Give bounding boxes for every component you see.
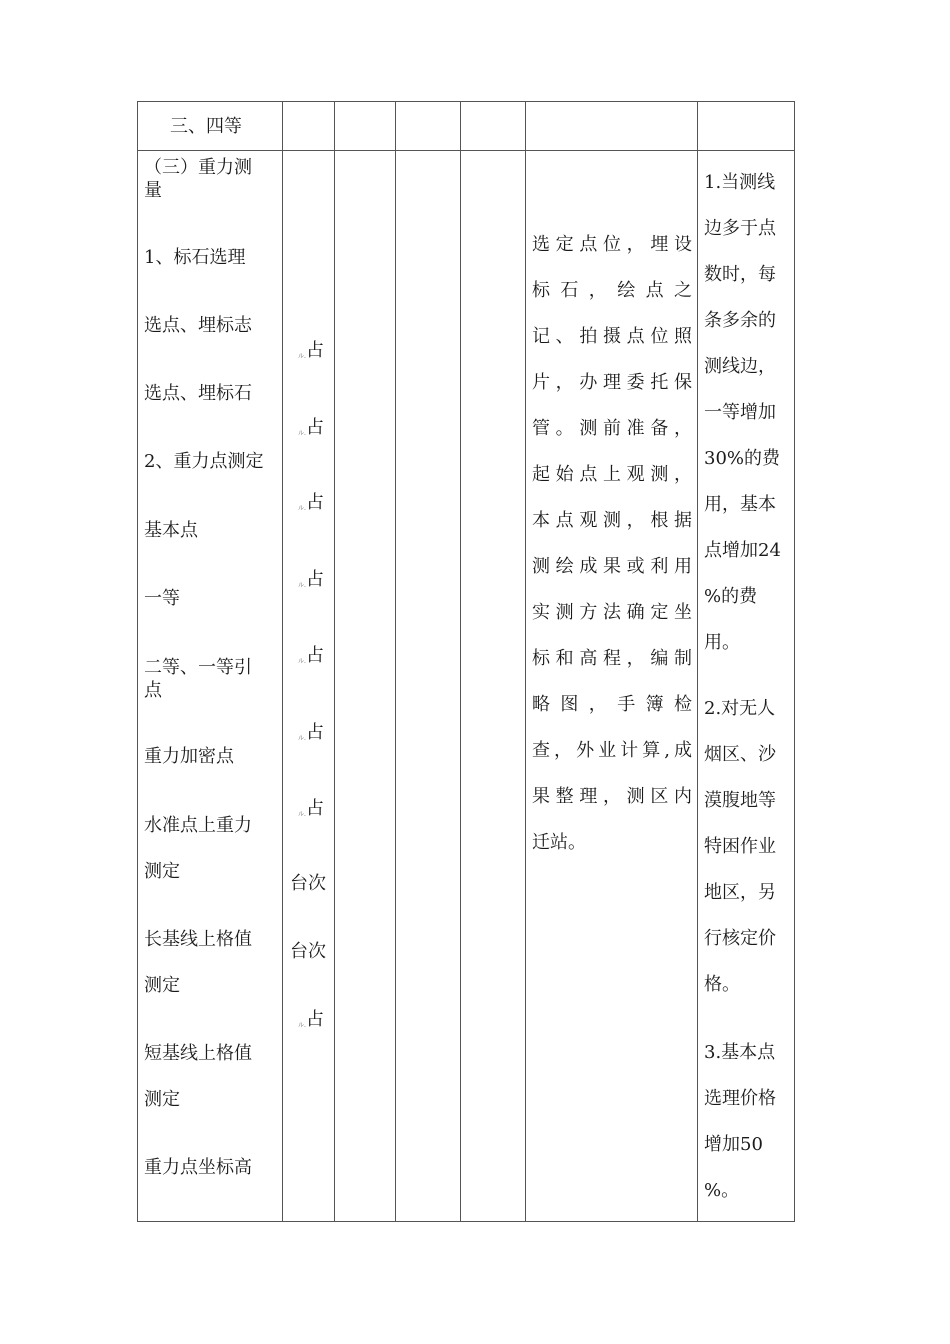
column-divider xyxy=(460,102,461,1221)
unit-label xyxy=(298,417,324,439)
note-block xyxy=(704,1030,796,1214)
row-divider xyxy=(138,150,794,151)
unit-label xyxy=(298,1009,324,1031)
unit-text: 占 xyxy=(306,569,324,590)
note-line: 格。 xyxy=(704,974,740,995)
work-content-line: 查，外业计算,成 xyxy=(532,740,692,761)
unit-label xyxy=(290,873,326,895)
item-label: 测定 xyxy=(144,975,180,996)
price-table xyxy=(137,101,795,1222)
item-label: 短基线上格值 xyxy=(144,1043,252,1064)
item-label: 水准点上重力 xyxy=(144,815,252,836)
item-label: 测定 xyxy=(144,1089,180,1110)
unit-text: 占 xyxy=(306,492,324,513)
work-content-line: 选定点位，埋设 xyxy=(532,234,692,255)
unit-mark: ル. xyxy=(298,582,306,589)
item-label: 基本点 xyxy=(144,520,198,541)
unit-mark: ル. xyxy=(298,353,306,360)
item-label: 选点、埋标志 xyxy=(144,315,252,336)
item-label: 选点、埋标石 xyxy=(144,383,252,404)
unit-label xyxy=(298,569,324,591)
note-block xyxy=(704,160,796,666)
unit-mark: ル. xyxy=(298,811,306,818)
work-content-line: 记、拍摄点位照 xyxy=(532,326,692,347)
note-line: %。 xyxy=(704,1180,740,1201)
unit-mark: ル. xyxy=(298,1022,306,1029)
unit-text: 占 xyxy=(306,645,324,666)
note-line: 点增加24 xyxy=(704,540,781,561)
unit-text: 台次 xyxy=(290,873,326,894)
column-divider xyxy=(525,102,526,1221)
work-content-line: 管。测前准备， xyxy=(532,418,692,439)
work-content-line: 标石，绘点之 xyxy=(532,280,692,301)
note-line: 数时，每 xyxy=(704,264,776,285)
note-line: 边多于点 xyxy=(704,218,776,239)
unit-text: 台次 xyxy=(290,941,326,962)
item-label: 长基线上格值 xyxy=(144,929,252,950)
work-content-line: 片，办理委托保 xyxy=(532,372,692,393)
unit-mark: ル. xyxy=(298,735,306,742)
unit-label xyxy=(298,798,324,820)
note-line: 漠腹地等 xyxy=(704,790,776,811)
column-divider xyxy=(282,102,283,1221)
column-divider xyxy=(334,102,335,1221)
unit-text: 占 xyxy=(306,1009,324,1030)
note-line: 条多余的 xyxy=(704,310,776,331)
unit-label xyxy=(298,340,324,362)
note-line: 特困作业 xyxy=(704,836,776,857)
item-label: 重力加密点 xyxy=(144,746,234,767)
unit-label xyxy=(298,492,324,514)
item-label: 测定 xyxy=(144,861,180,882)
note-line: 增加50 xyxy=(704,1134,763,1155)
work-content-line: 标和高程，编制 xyxy=(532,648,692,669)
note-line: 2.对无人 xyxy=(704,698,776,719)
note-line: 测线边， xyxy=(704,356,776,377)
unit-text: 占 xyxy=(306,798,324,819)
unit-label xyxy=(298,722,324,744)
item-label: 1、标石选理 xyxy=(144,247,246,268)
item-label: 量 xyxy=(144,180,162,201)
column-divider xyxy=(697,102,698,1221)
work-content-cell xyxy=(532,222,692,866)
note-line: 用，基本 xyxy=(704,494,776,515)
work-content-line: 起始点上观测， xyxy=(532,464,692,485)
unit-text: 占 xyxy=(306,417,324,438)
work-content-line: 本点观测，根据 xyxy=(532,510,692,531)
item-label: 2、重力点测定 xyxy=(144,451,264,472)
note-line: 烟区、沙 xyxy=(704,744,776,765)
work-content-line: 迁站。 xyxy=(532,832,586,853)
note-line: %的费 xyxy=(704,586,758,607)
unit-text: 占 xyxy=(306,340,324,361)
note-line: 选理价格 xyxy=(704,1088,776,1109)
unit-mark: ル. xyxy=(298,430,306,437)
note-line: 3.基本点 xyxy=(704,1042,776,1063)
note-line: 一等增加 xyxy=(704,402,776,423)
item-label: 重力点坐标高 xyxy=(144,1157,252,1178)
unit-label xyxy=(298,645,324,667)
unit-label xyxy=(290,941,326,963)
unit-mark: ル. xyxy=(298,505,306,512)
column-divider xyxy=(395,102,396,1221)
item-label: 二等、一等引 xyxy=(144,657,252,678)
note-line: 用。 xyxy=(704,632,740,653)
work-content-line: 果整理，测区内 xyxy=(532,786,692,807)
note-line: 行核定价 xyxy=(704,928,776,949)
item-label: 一等 xyxy=(144,588,180,609)
item-label: （三）重力测 xyxy=(144,157,252,178)
header-row-item: 三、四等 xyxy=(170,116,242,137)
note-line: 地区，另 xyxy=(704,882,776,903)
unit-mark: ル. xyxy=(298,658,306,665)
note-line: 1.当测线 xyxy=(704,172,776,193)
item-label: 点 xyxy=(144,680,162,701)
note-line: 30%的费 xyxy=(704,448,781,469)
work-content-line: 测绘成果或利用 xyxy=(532,556,692,577)
work-content-line: 实测方法确定坐 xyxy=(532,602,692,623)
note-block xyxy=(704,686,796,1008)
work-content-line: 略图，手簿检 xyxy=(532,694,692,715)
unit-text: 占 xyxy=(306,722,324,743)
